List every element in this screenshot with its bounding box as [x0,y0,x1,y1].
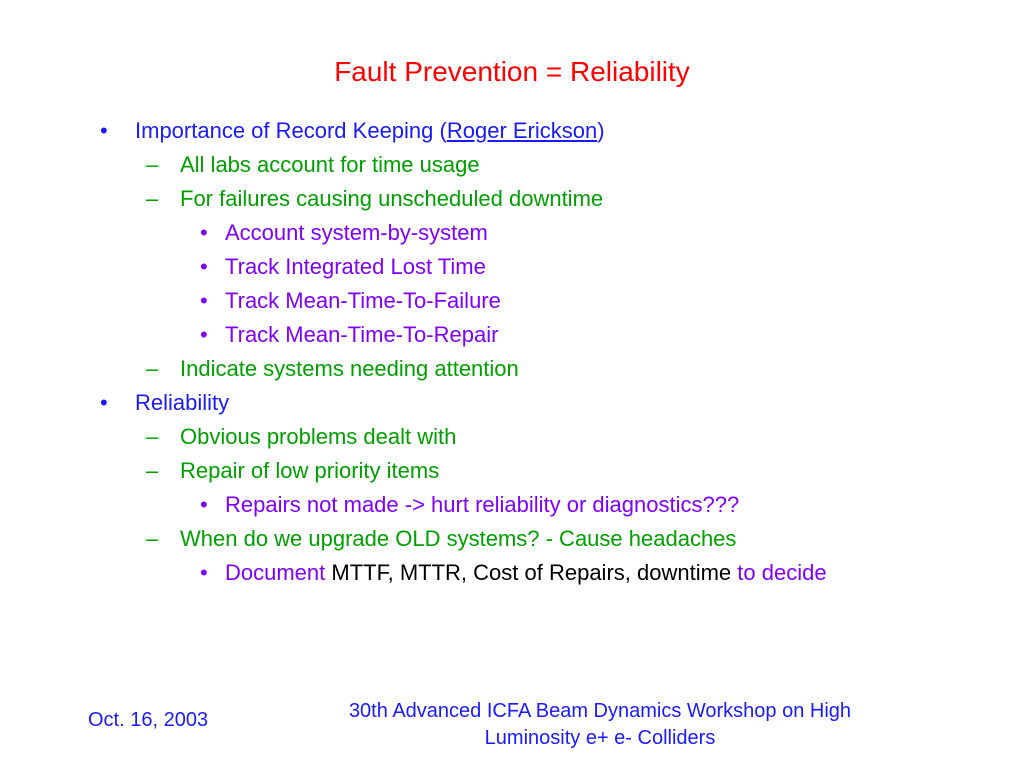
bullet-text: Importance of Record Keeping ( [135,118,447,143]
sub-bullet-low-priority: Repair of low priority items [180,458,440,483]
dash-marker: – [146,458,159,483]
sub-bullet-obvious-problems: Obvious problems dealt with [180,424,457,449]
sub-sub-bullet-document [225,559,827,587]
bullet-marker: • [200,288,208,313]
dash-marker: – [146,356,159,381]
sub-sub-bullet-mttr: Track Mean-Time-To-Repair [225,322,499,347]
bullet-reliability: Reliability [135,390,230,415]
dash-marker: – [146,424,159,449]
roger-erickson-link[interactable]: Roger Erickson [446,118,598,143]
bullet-marker: • [100,118,108,143]
to-decide-text: to decide [737,560,827,585]
dash-marker: – [146,526,159,551]
footer-date: Oct. 16, 2003 [88,709,209,731]
sub-bullet-unscheduled-downtime: For failures causing unscheduled downtime [180,186,604,211]
sub-bullet-time-usage: All labs account for time usage [180,152,480,177]
bullet-text-close: ) [597,118,605,143]
metrics-text: MTTF, MTTR, Cost of Repairs, downtime [331,560,732,585]
bullet-marker: • [100,390,108,415]
footer-workshop [340,698,860,752]
bullet-marker: • [200,254,208,279]
bullet-marker: • [200,492,208,517]
slide-title: Fault Prevention = Reliability [334,56,690,87]
bullet-marker: • [200,322,208,347]
footer-workshop-line2: Luminosity e+ e- Colliders [484,727,716,749]
bullet-record-keeping [135,117,605,145]
dash-marker: – [146,152,159,177]
bullet-marker: • [200,560,208,585]
sub-sub-bullet-repairs-not-made: Repairs not made -> hurt reliability or diagnostics??? [225,492,740,517]
document-word: Document [225,560,326,585]
sub-sub-bullet-account-system: Account system-by-system [225,220,488,245]
sub-bullet-systems-attention: Indicate systems needing attention [180,356,519,381]
sub-sub-bullet-mttf: Track Mean-Time-To-Failure [225,288,501,313]
dash-marker: – [146,186,159,211]
bullet-marker: • [200,220,208,245]
sub-bullet-upgrade-old-systems: When do we upgrade OLD systems? - Cause headaches [180,526,737,551]
footer-workshop-line1: 30th Advanced ICFA Beam Dynamics Workshop on High [348,700,852,722]
sub-sub-bullet-lost-time: Track Integrated Lost Time [225,254,486,279]
